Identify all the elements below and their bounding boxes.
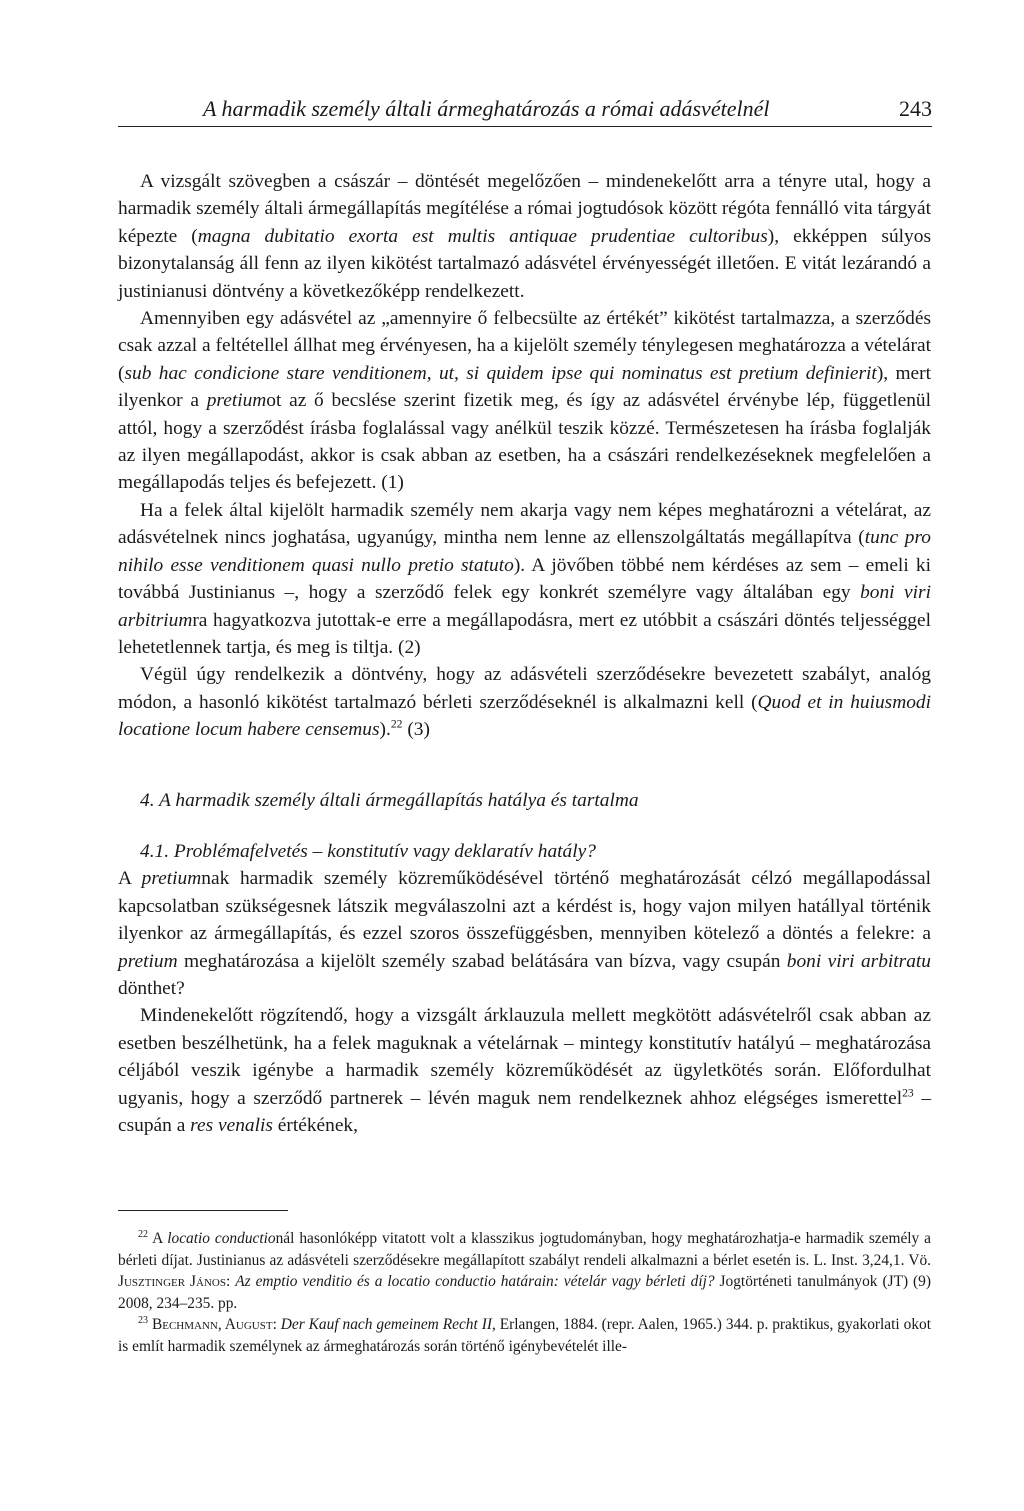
text-run: nak harmadik személy közreműködésével történő meghatározását célzó megállapodással kapcsolatban szükségesnek látszik megválaszolni azt a kérdést is, hogy vajon milyen hatállyal történik ilyenkor az ármegállapítás, és ezzel szoros összefüggésben, mennyiben kötelező a döntés a felekre: a	[118, 868, 932, 945]
text-run: ), mert ilyenkor a	[118, 362, 932, 412]
running-title: A harmadik személy általi ármeghatározás a római adásvételnél	[203, 96, 770, 121]
text-run: Mindenekelőtt rögzítendő, hogy a vizsgált árklauzula mellett megkötött adásvételről csak abban az esetben beszélhetünk, ha a felek maguknak a vételárnak – mintegy konstitutív hatályú – meghatározása céljából veszik igénybe a harmadik személy közreműködését az ügyletkötés során. Előfordulhat ugyanis, hogy a szerződő partnerek – lévén maguk nem rendelkeznek ahhoz elégséges ismerettel	[118, 1005, 931, 1109]
footnotes	[118, 1228, 931, 1358]
text-run: ). A jövőben többé nem kérdéses az sem – emeli ki továbbá Justinianus –, hogy a szerződő felek egy konkrét személyre vagy általában egy	[118, 554, 931, 604]
paragraph-1	[118, 168, 931, 305]
paragraph-6	[118, 1002, 931, 1139]
footnote-number: 22	[138, 1228, 148, 1240]
text-run: Jogtörténeti tanulmányok (JT) (9) 2008, 234–235. pp.	[118, 1273, 931, 1312]
work-title: Der Kauf nach gemeinem Recht II	[280, 1316, 492, 1334]
latin-term: pretium	[141, 868, 202, 890]
text-run: – csupán a	[118, 1087, 932, 1136]
author-name: Bechmann, August	[151, 1316, 273, 1334]
latin-term: pretium	[118, 950, 178, 972]
paragraph-2	[118, 305, 931, 497]
latin-term: pretium	[206, 390, 267, 412]
paragraph-3	[118, 497, 931, 661]
latin-quote: sub hac condicione stare venditionem, ut, si quidem ipse qui nominatus est pretium definierit	[124, 362, 877, 384]
text-run: értékének,	[272, 1115, 358, 1136]
section-heading: 4. A harmadik személy általi ármegállapítás hatálya és tartalma	[140, 789, 639, 811]
text-run: A vizsgált szövegben a császár – döntését megelőzően – mindenekelőtt arra a tényre utal, hogy a harmadik személy általi ármegállapítás megítélése a római jogtudósok között régóta fennálló vita tárgyát képezte (	[118, 171, 931, 247]
text-run: Ha a felek által kijelölt harmadik személy nem akarja vagy nem képes meghatározni a vételárat, az adásvételnek nincs joghatása, ugyanúgy, mintha nem lenne az ellenszolgáltatás megállapítva (	[118, 499, 931, 549]
latin-quote: magna dubitatio exorta est multis antiquae prudentiae cultoribus	[197, 225, 768, 247]
author-name: Jusztinger János	[118, 1273, 226, 1291]
footnote-23	[118, 1314, 931, 1357]
main-text	[118, 168, 931, 1139]
latin-term: locatio conductio	[167, 1230, 276, 1247]
text-run: A	[148, 1230, 168, 1247]
text-run: ).	[379, 719, 391, 741]
footnote-number: 23	[138, 1315, 148, 1327]
subsection-heading: 4.1. Problémafelvetés – konstitutív vagy deklaratív hatály?	[140, 840, 596, 862]
text-run: nál hasonlóképp vitatott volt a klasszikus jogtudományban, hogy meghatározhatja-e harmadik személy a bérleti díjat. Justinianus az adásvételi szerződésekre megállapított szabályt rendeli alkalmazni a bérlet esetén is. L. Inst. 3,24,1. Vö.	[118, 1230, 931, 1269]
page-number: 243	[899, 96, 932, 121]
running-header	[118, 96, 932, 127]
latin-term: boni viri arbitrium	[118, 582, 931, 631]
footnote-separator	[118, 1210, 288, 1211]
text-run: ra hagyatkozva jutottak-e erre a megállapodásra, mert ez utóbbit a császári döntés teljességgel lehetetlennek tartja, és meg is tiltja. (2)	[118, 609, 931, 658]
text-run: ot az ő becslése szerint fizetik meg, és így az adásvétel érvénybe lép, függetlenül attól, hogy a szerződést írásba foglalással vagy anélkül teszik közzé. Természetesen ha írásba foglalják az ilyen megállapodást, akkor is csak abban az esetben, ha a császári rendelkezéseknek megfelelően a megállapodás teljes és befejezett. (1)	[118, 390, 931, 494]
text-run: , Erlangen, 1884. (repr. Aalen, 1965.) 344. p. praktikus, gyakorlati okot is említ harmadik személynek az ármeghatározás során történő igénybevételét ille-	[118, 1316, 931, 1355]
latin-quote: Quod et in huiusmodi locatione locum habere censemus	[118, 691, 931, 741]
latin-term: res venalis	[190, 1115, 273, 1136]
latin-term: boni viri arbitratu	[786, 950, 931, 972]
text-run: Végül úgy rendelkezik a döntvény, hogy az adásvételi szerződésekre bevezetett szabályt, analóg módon, a hasonló kikötést tartalmazó bérleti szerződéseknél is alkalmazni kell (	[118, 664, 931, 713]
paragraph-5	[118, 865, 931, 1002]
footnote-ref-22[interactable]: 22	[390, 717, 403, 731]
text-run: A	[118, 868, 142, 890]
text-run: dönthet?	[118, 977, 185, 999]
paragraph-4	[118, 661, 931, 743]
text-run: Amennyiben egy adásvétel az „amennyire ő felbecsülte az értékét” kikötést tartalmazza, a szerződés csak azzal a feltétellel állhat meg érvényesen, ha a kijelölt személy ténylegesen meghatározza a vételárat (	[118, 308, 931, 384]
latin-quote: tunc pro nihilo esse venditionem quasi nullo pretio statuto	[118, 527, 931, 576]
text-run: (3)	[402, 719, 430, 741]
text-run: ), ekképpen súlyos bizonytalanság áll fenn az ilyen kikötést tartalmazó adásvétel érvényességét illetően. E vitát lezárandó a justinianusi döntvény a következőképp rendelkezett.	[118, 225, 931, 302]
footnote-ref-23[interactable]: 23	[902, 1086, 914, 1100]
text-run: :	[226, 1273, 236, 1291]
work-title: Az emptio venditio és a locatio conductio határain: vételár vagy bérleti díj?	[235, 1273, 715, 1291]
text-run: :	[272, 1316, 281, 1334]
text-run: meghatározása a kijelölt személy szabad belátására van bízva, vagy csupán	[177, 950, 787, 972]
footnote-22	[118, 1228, 931, 1314]
